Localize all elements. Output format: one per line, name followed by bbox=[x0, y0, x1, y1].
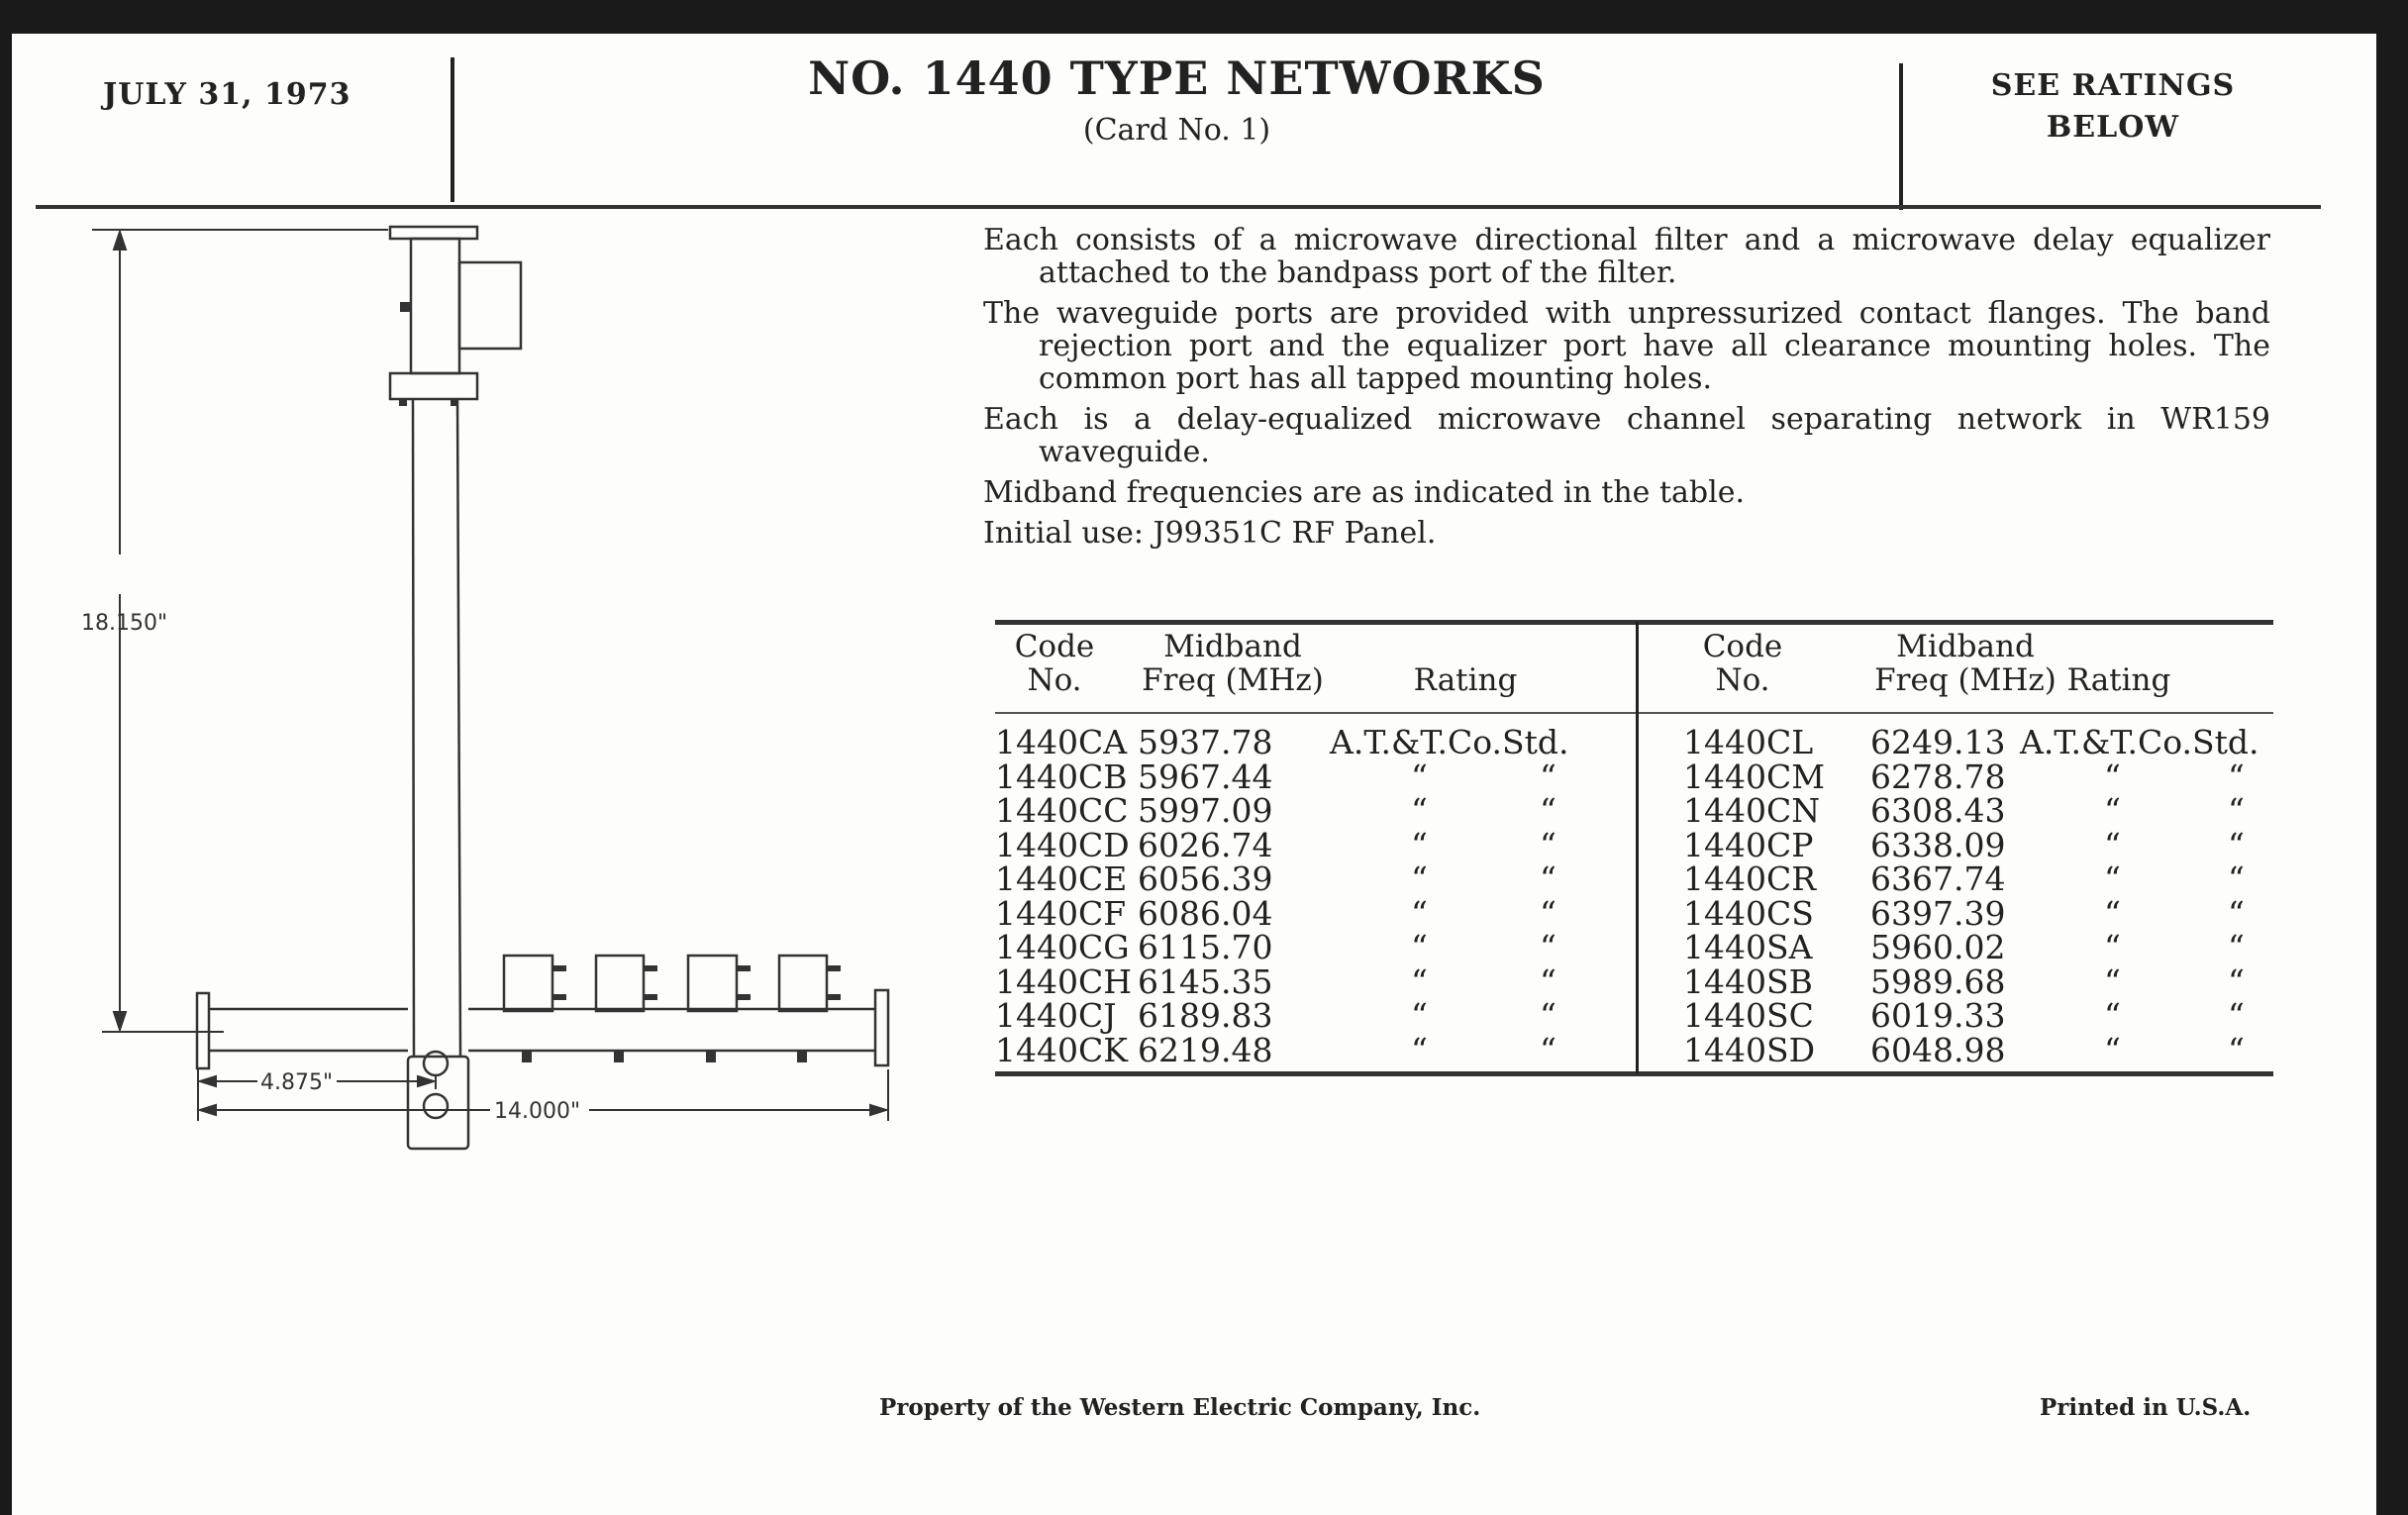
ditto-mark: “ bbox=[2104, 757, 2121, 796]
height-dimension-label: 18.150" bbox=[81, 611, 168, 636]
code-cell: 1440CC bbox=[995, 791, 1129, 830]
freq-cell: 6278.78 bbox=[1870, 757, 2006, 796]
ditto-mark: “ bbox=[1411, 893, 1428, 933]
code-cell: 1440CE bbox=[995, 859, 1128, 898]
table-column-divider bbox=[1636, 622, 1639, 1073]
dimension-lines bbox=[92, 230, 888, 1121]
code-cell: 1440CF bbox=[995, 893, 1127, 933]
ratings-note-line1: SEE RATINGS bbox=[1990, 68, 2236, 103]
description-paragraph: Each is a delay-equalized microwave channel separating network in WR159 waveguide. bbox=[983, 402, 2270, 469]
ditto-mark: “ bbox=[1540, 961, 1556, 1001]
freq-cell: 6219.48 bbox=[1138, 1030, 1273, 1069]
ditto-mark: “ bbox=[1540, 996, 1556, 1035]
rating-cell: A.T.&T.Co.Std. bbox=[2020, 723, 2259, 761]
ditto-mark: “ bbox=[2104, 859, 2121, 898]
ditto-mark: “ bbox=[1411, 825, 1428, 864]
ditto-mark: “ bbox=[2104, 961, 2121, 1001]
col-header-rating: Rating bbox=[1413, 662, 1518, 698]
code-cell: 1440SB bbox=[1683, 961, 1813, 1001]
ditto-mark: “ bbox=[1540, 859, 1556, 898]
description-paragraph: The waveguide ports are provided with unpressurized contact flanges. The band rejection port and the equalizer port have all clearance mounting holes. The common port has all tapped mounting holes. bbox=[983, 296, 2270, 396]
code-cell: 1440CJ bbox=[995, 996, 1117, 1035]
ditto-mark: “ bbox=[2104, 825, 2121, 864]
card-number: (Card No. 1) bbox=[1082, 113, 1271, 148]
code-cell: 1440CB bbox=[995, 757, 1128, 796]
code-cell: 1440SC bbox=[1683, 996, 1814, 1035]
freq-cell: 6056.39 bbox=[1138, 859, 1273, 898]
rating-cell: A.T.&T.Co.Std. bbox=[1330, 723, 1569, 761]
freq-cell: 5937.78 bbox=[1138, 723, 1273, 761]
ditto-mark: “ bbox=[1411, 928, 1428, 966]
freq-cell: 6145.35 bbox=[1138, 961, 1273, 1001]
mid-flange bbox=[390, 373, 477, 399]
ditto-mark: “ bbox=[1411, 996, 1428, 1035]
ditto-mark: “ bbox=[1411, 791, 1428, 830]
table-top-rule bbox=[995, 620, 2273, 625]
ditto-mark: “ bbox=[1411, 757, 1428, 796]
page-title: NO. 1440 TYPE NETWORKS bbox=[808, 51, 1546, 105]
filter-body bbox=[411, 239, 459, 373]
top-flange bbox=[390, 227, 477, 239]
ditto-mark: “ bbox=[2228, 1030, 2245, 1069]
ditto-mark: “ bbox=[2228, 825, 2245, 864]
equalizer-box bbox=[779, 956, 827, 1011]
port-circle bbox=[424, 1094, 448, 1118]
code-cell: 1440CL bbox=[1683, 723, 1814, 761]
side-box bbox=[459, 262, 521, 349]
equalizer-box bbox=[504, 956, 552, 1011]
footer-printed: Printed in U.S.A. bbox=[2040, 1394, 2252, 1421]
freq-cell: 6189.83 bbox=[1138, 996, 1273, 1035]
ditto-mark: “ bbox=[1540, 825, 1556, 864]
code-cell: 1440CD bbox=[995, 825, 1130, 864]
length-dimension-label: 14.000" bbox=[494, 1099, 581, 1124]
col-header-code: No. bbox=[1715, 662, 1770, 698]
code-cell: 1440SD bbox=[1683, 1030, 1816, 1069]
col-header-freq: Freq (MHz) bbox=[1142, 662, 1324, 698]
ditto-mark: “ bbox=[1540, 928, 1556, 966]
description bbox=[983, 224, 2270, 557]
col-header-code: Code bbox=[1014, 629, 1095, 664]
freq-cell: 5989.68 bbox=[1870, 961, 2006, 1001]
ditto-mark: “ bbox=[1411, 859, 1428, 898]
right-flange bbox=[875, 990, 888, 1065]
equalizer-box bbox=[596, 956, 644, 1011]
code-cell: 1440CM bbox=[1683, 757, 1826, 796]
code-cell: 1440SA bbox=[1683, 928, 1813, 966]
ditto-mark: “ bbox=[2228, 859, 2245, 898]
table-header-rule bbox=[995, 712, 2273, 714]
equalizer-box bbox=[688, 956, 737, 1011]
ditto-mark: “ bbox=[1540, 757, 1556, 796]
ditto-mark: “ bbox=[2228, 996, 2245, 1035]
freq-cell: 6249.13 bbox=[1870, 723, 2006, 761]
vertical-pipe-left bbox=[413, 399, 414, 1057]
freq-cell: 5960.02 bbox=[1870, 928, 2006, 966]
freq-cell: 6367.74 bbox=[1870, 859, 2006, 898]
col-header-freq: Midband bbox=[1163, 629, 1302, 664]
card-date: JULY 31, 1973 bbox=[103, 77, 351, 112]
ditto-mark: “ bbox=[2104, 791, 2121, 830]
table-bottom-rule bbox=[995, 1071, 2273, 1076]
freq-cell: 6308.43 bbox=[1870, 791, 2006, 830]
ditto-mark: “ bbox=[2104, 1030, 2121, 1069]
ditto-mark: “ bbox=[1540, 893, 1556, 933]
description-paragraph: Each consists of a microwave directional filter and a microwave delay equalizer attached to the bandpass port of the filter. bbox=[983, 223, 2270, 290]
ditto-mark: “ bbox=[2228, 791, 2245, 830]
code-cell: 1440CH bbox=[995, 961, 1133, 1001]
col-header-code: No. bbox=[1027, 662, 1082, 698]
ditto-mark: “ bbox=[2104, 996, 2121, 1035]
freq-cell: 6019.33 bbox=[1870, 996, 2006, 1035]
col-header-code: Code bbox=[1702, 629, 1783, 664]
footer-property: Property of the Western Electric Company, Inc. bbox=[879, 1394, 1481, 1421]
ditto-mark: “ bbox=[2104, 893, 2121, 933]
col-header-rating: Rating bbox=[2066, 662, 2171, 698]
vertical-pipe-right bbox=[457, 399, 460, 1057]
code-cell: 1440CK bbox=[995, 1030, 1128, 1069]
freq-cell: 6338.09 bbox=[1870, 825, 2006, 864]
code-cell: 1440CP bbox=[1683, 825, 1814, 864]
code-cell: 1440CS bbox=[1683, 893, 1814, 933]
network-drawing bbox=[0, 0, 990, 1287]
description-paragraph: Midband frequencies are as indicated in the table. bbox=[983, 475, 1745, 510]
code-cell: 1440CG bbox=[995, 928, 1130, 966]
description-paragraph: Initial use: J99351C RF Panel. bbox=[983, 516, 1437, 551]
code-cell: 1440CN bbox=[1683, 791, 1821, 830]
freq-cell: 6397.39 bbox=[1870, 893, 2006, 933]
ditto-mark: “ bbox=[1540, 791, 1556, 830]
port-circle bbox=[424, 1052, 448, 1075]
freq-cell: 6048.98 bbox=[1870, 1030, 2006, 1069]
ditto-mark: “ bbox=[1540, 1030, 1556, 1069]
offset-dimension-label: 4.875" bbox=[260, 1070, 334, 1095]
code-cell: 1440CA bbox=[995, 723, 1128, 761]
ditto-mark: “ bbox=[2228, 928, 2245, 966]
ditto-mark: “ bbox=[2228, 757, 2245, 796]
ditto-mark: “ bbox=[1411, 1030, 1428, 1069]
freq-cell: 6086.04 bbox=[1138, 893, 1273, 933]
freq-cell: 5997.09 bbox=[1138, 791, 1273, 830]
ditto-mark: “ bbox=[2228, 961, 2245, 1001]
ditto-mark: “ bbox=[2228, 893, 2245, 933]
ratings-note-line2: BELOW bbox=[2046, 110, 2180, 145]
freq-cell: 6115.70 bbox=[1138, 928, 1273, 966]
ditto-mark: “ bbox=[2104, 928, 2121, 966]
freq-cell: 5967.44 bbox=[1138, 757, 1273, 796]
freq-cell: 6026.74 bbox=[1138, 825, 1273, 864]
ditto-mark: “ bbox=[1411, 961, 1428, 1001]
col-header-freq: Midband bbox=[1896, 629, 2035, 664]
junction-block bbox=[408, 1057, 468, 1149]
col-header-freq: Freq (MHz) bbox=[1874, 662, 2057, 698]
code-cell: 1440CR bbox=[1683, 859, 1817, 898]
ratings-note bbox=[1901, 65, 2325, 149]
